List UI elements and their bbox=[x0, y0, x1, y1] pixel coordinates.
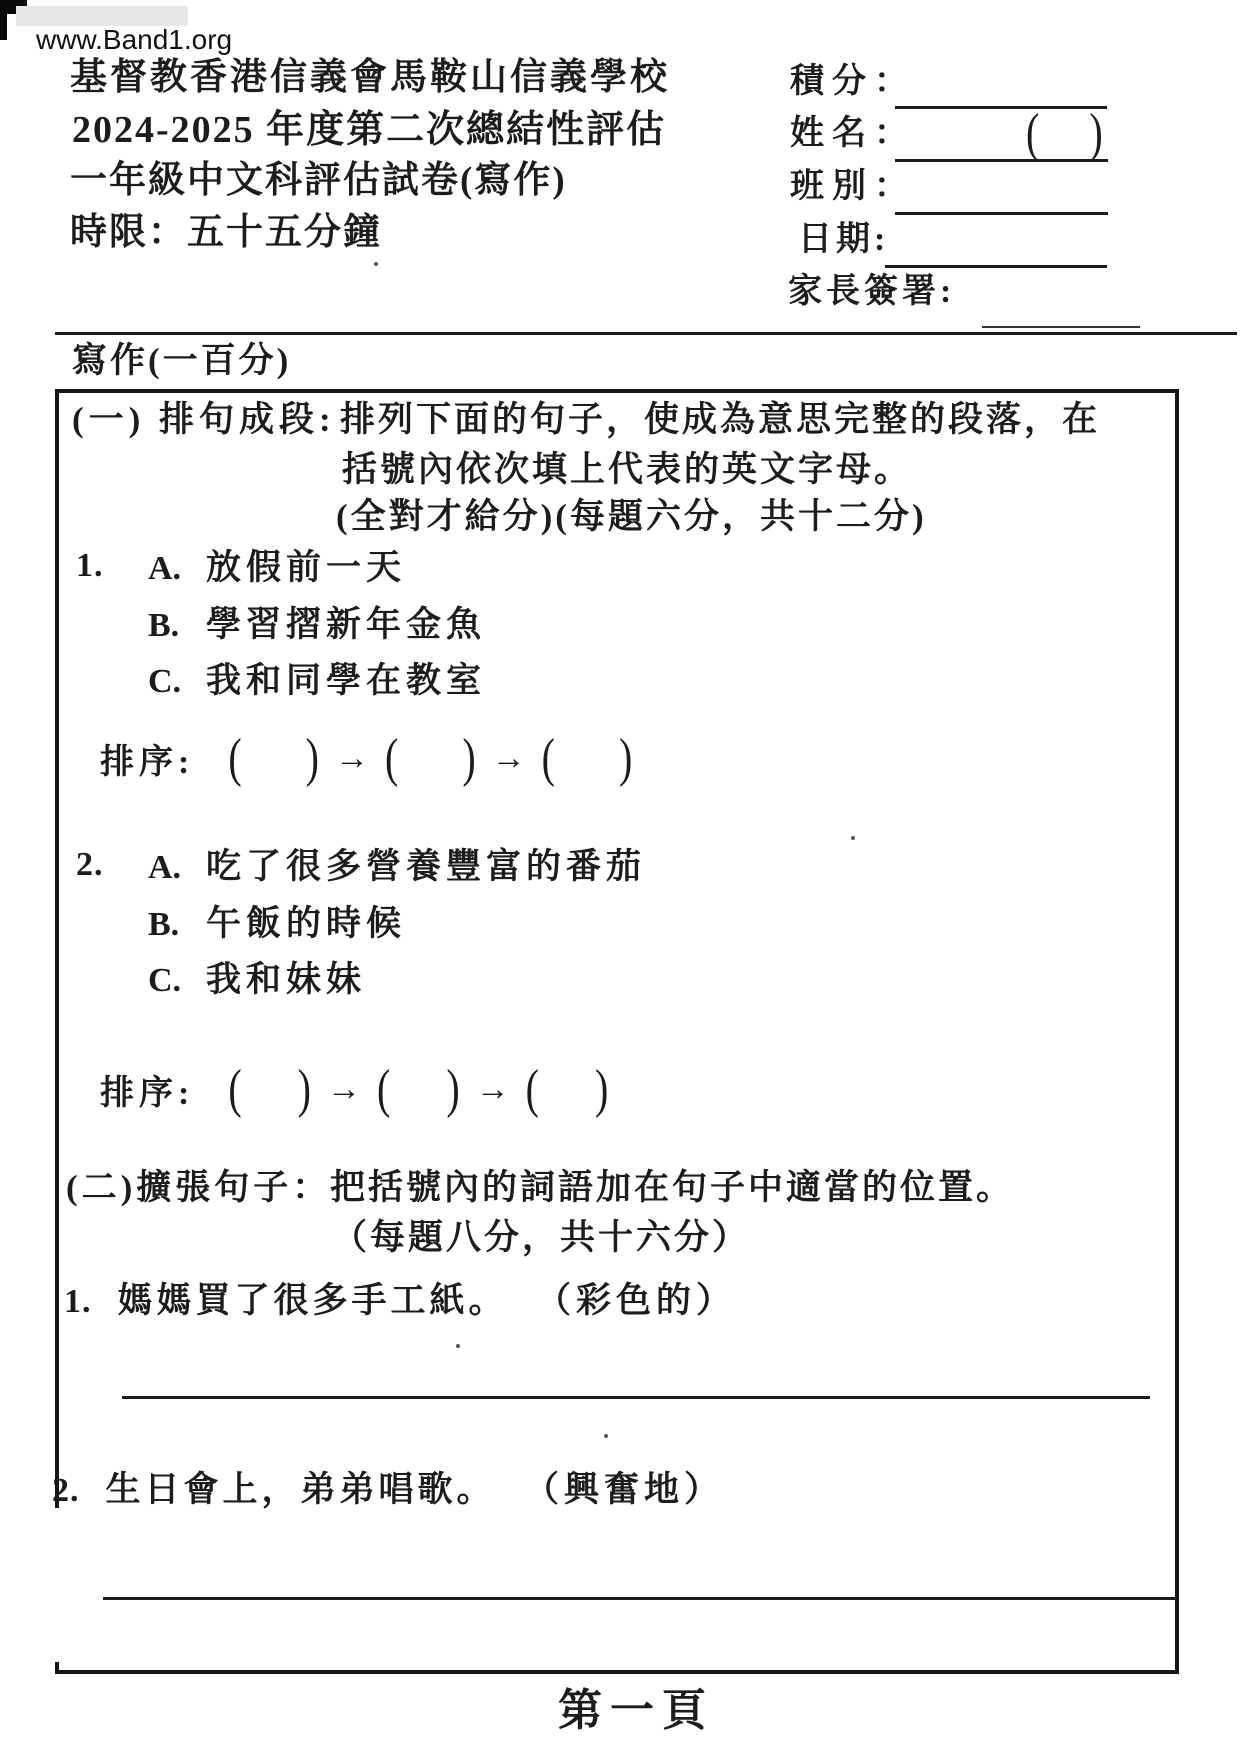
close-paren: ) bbox=[297, 1057, 311, 1119]
score-field-label: 積分： bbox=[790, 63, 916, 100]
order-label: 排序: bbox=[100, 1075, 195, 1112]
open-paren: ( bbox=[228, 726, 242, 788]
p1q2-number: 2. bbox=[76, 846, 104, 883]
open-paren: ( bbox=[1026, 101, 1040, 163]
p1q2-option-c bbox=[148, 960, 366, 1000]
close-paren: ) bbox=[446, 1057, 460, 1119]
order-label: 排序: bbox=[100, 744, 195, 781]
option-text: 放假前一天 bbox=[206, 548, 407, 587]
p1q1-option-a bbox=[148, 548, 406, 588]
p2q2-hint: （興奮地） bbox=[541, 1470, 725, 1509]
open-paren: ( bbox=[525, 1057, 539, 1119]
open-paren: ( bbox=[376, 1057, 391, 1119]
part1-heading: (一) 排句成段: bbox=[72, 400, 336, 439]
arrow-icon: → bbox=[326, 1071, 361, 1108]
option-label: C. bbox=[148, 962, 182, 999]
paper-title: 一年級中文科評估試卷(寫作) bbox=[70, 160, 567, 201]
part1-instruction-line3: (全對才給分)(每題六分，共十二分) bbox=[336, 497, 927, 536]
scan-border-fade bbox=[52, 1508, 62, 1662]
scan-edge-artifact bbox=[0, 0, 7, 40]
p2q2-answer-line bbox=[103, 1597, 1177, 1600]
p1q1-option-c bbox=[148, 661, 486, 701]
p2q1-text: 媽媽買了很多手工紙。 bbox=[117, 1281, 508, 1320]
p2q1-row bbox=[64, 1281, 736, 1321]
scan-speck bbox=[374, 262, 378, 266]
option-text: 我和同學在教室 bbox=[206, 661, 487, 700]
p2q2-row bbox=[52, 1470, 724, 1510]
part2-instruction-line1: 把括號內的詞語加在句子中適當的位置。 bbox=[330, 1168, 1015, 1207]
p1q2-order-row bbox=[100, 1057, 609, 1119]
date-blank-line bbox=[885, 265, 1107, 268]
score-blank-line bbox=[895, 106, 1107, 109]
arrow-icon: → bbox=[334, 740, 369, 777]
option-text: 我和妹妹 bbox=[206, 960, 367, 999]
option-text: 吃了很多營養豐富的番茄 bbox=[206, 847, 647, 886]
p2q2-text: 生日會上，弟弟唱歌。 bbox=[105, 1470, 496, 1509]
close-paren: ) bbox=[618, 726, 633, 788]
name-blank-line bbox=[895, 159, 1108, 162]
part2-instruction-line2: （每題八分，共十六分） bbox=[332, 1218, 751, 1257]
open-paren: ( bbox=[384, 726, 399, 788]
close-paren: ) bbox=[1089, 101, 1103, 163]
p2q1-hint: （彩色的） bbox=[553, 1281, 737, 1320]
part1-instruction-line2: 括號內依次填上代表的英文字母。 bbox=[342, 450, 913, 489]
name-class-number-parens bbox=[1026, 101, 1103, 163]
school-name: 基督教香港信義會馬鞍山信義學校 bbox=[70, 57, 670, 98]
option-label: A. bbox=[148, 550, 182, 587]
scan-shading-artifact bbox=[16, 6, 188, 26]
option-label: A. bbox=[148, 849, 182, 886]
close-paren: ) bbox=[305, 726, 319, 788]
header-divider-rule bbox=[55, 332, 1237, 335]
section-title: 寫作(一百分) bbox=[72, 341, 292, 380]
open-paren: ( bbox=[541, 726, 555, 788]
option-label: B. bbox=[148, 607, 180, 644]
watermark: www.Band1.org bbox=[36, 24, 233, 55]
parent-signature-label: 家長簽署: bbox=[788, 273, 956, 310]
part1-instruction-line1: 排列下面的句子，使成為意思完整的段落，在 bbox=[340, 400, 1101, 439]
option-text: 學習摺新年金魚 bbox=[206, 605, 487, 644]
class-blank-line bbox=[895, 212, 1108, 215]
close-paren: ) bbox=[462, 726, 476, 788]
part2-heading: (二)擴張句子： bbox=[66, 1168, 332, 1207]
page-number: 第一頁 bbox=[558, 1686, 714, 1735]
p1q2-option-a bbox=[148, 847, 646, 887]
option-label: C. bbox=[148, 663, 182, 700]
date-field-label: 日期: bbox=[798, 221, 890, 258]
p1q1-order-row bbox=[100, 726, 633, 788]
name-field-label: 姓名： bbox=[790, 115, 916, 152]
class-field-label: 班別： bbox=[790, 168, 916, 205]
option-label: B. bbox=[148, 906, 180, 943]
p1q2-option-b bbox=[148, 904, 406, 944]
p1q1-option-b bbox=[148, 605, 486, 645]
p2q1-answer-line bbox=[122, 1396, 1150, 1399]
exam-year-title: 2024-2025 年度第二次總結性評估 bbox=[72, 109, 667, 151]
option-text: 午飯的時候 bbox=[206, 904, 407, 943]
p1q1-number: 1. bbox=[76, 547, 104, 584]
time-limit: 時限：五十五分鐘 bbox=[70, 212, 382, 253]
p2q2-number: 2. bbox=[52, 1472, 80, 1509]
parent-signature-line bbox=[982, 326, 1140, 328]
close-paren: ) bbox=[594, 1057, 609, 1119]
arrow-icon: → bbox=[475, 1071, 510, 1108]
arrow-icon: → bbox=[491, 740, 526, 777]
p2q1-number: 1. bbox=[64, 1283, 92, 1320]
open-paren: ( bbox=[228, 1057, 242, 1119]
